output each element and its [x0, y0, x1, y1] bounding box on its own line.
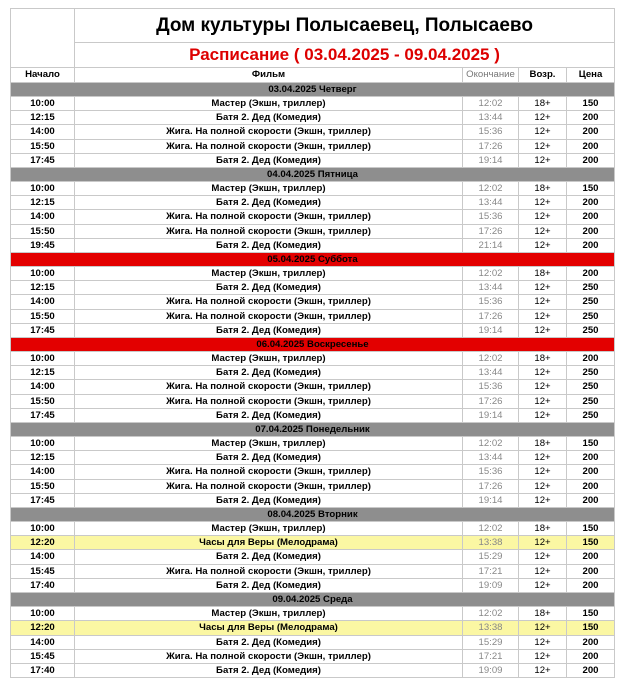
session-age: 12+	[519, 394, 567, 408]
session-row[interactable]	[11, 380, 615, 394]
session-film: Жига. На полной скорости (Экшн, триллер)	[75, 465, 463, 479]
session-film: Жига. На полной скорости (Экшн, триллер)	[75, 295, 463, 309]
session-price: 150	[567, 607, 615, 621]
session-start: 12:15	[11, 196, 75, 210]
session-end: 17:26	[463, 309, 519, 323]
session-film: Часы для Веры (Мелодрама)	[75, 621, 463, 635]
session-start: 17:45	[11, 493, 75, 507]
session-price: 200	[567, 550, 615, 564]
session-row[interactable]	[11, 224, 615, 238]
session-row[interactable]	[11, 536, 615, 550]
day-header-row	[11, 253, 615, 267]
session-price: 200	[567, 210, 615, 224]
session-row[interactable]	[11, 366, 615, 380]
session-row[interactable]	[11, 210, 615, 224]
session-row[interactable]	[11, 309, 615, 323]
session-film: Батя 2. Дед (Комедия)	[75, 451, 463, 465]
session-age: 12+	[519, 125, 567, 139]
session-end: 15:29	[463, 635, 519, 649]
session-row[interactable]	[11, 323, 615, 337]
session-film: Батя 2. Дед (Комедия)	[75, 238, 463, 252]
session-age: 18+	[519, 182, 567, 196]
session-row[interactable]	[11, 238, 615, 252]
session-film: Жига. На полной скорости (Экшн, триллер)	[75, 210, 463, 224]
session-film: Батя 2. Дед (Комедия)	[75, 493, 463, 507]
session-price: 200	[567, 111, 615, 125]
session-row[interactable]	[11, 394, 615, 408]
logo-placeholder	[11, 9, 75, 68]
session-film: Батя 2. Дед (Комедия)	[75, 578, 463, 592]
session-price: 250	[567, 380, 615, 394]
schedule-table	[10, 8, 615, 678]
session-start: 15:45	[11, 649, 75, 663]
session-start: 10:00	[11, 97, 75, 111]
session-start: 15:50	[11, 479, 75, 493]
session-start: 15:50	[11, 394, 75, 408]
session-age: 12+	[519, 408, 567, 422]
session-row[interactable]	[11, 267, 615, 281]
session-row[interactable]	[11, 621, 615, 635]
session-end: 12:02	[463, 267, 519, 281]
day-header-row	[11, 83, 615, 97]
page-title: Дом культуры Полысаевец, Полысаево	[75, 9, 615, 43]
session-age: 12+	[519, 380, 567, 394]
session-start: 14:00	[11, 380, 75, 394]
session-age: 18+	[519, 607, 567, 621]
session-row[interactable]	[11, 352, 615, 366]
session-end: 15:36	[463, 465, 519, 479]
session-row[interactable]	[11, 451, 615, 465]
session-age: 12+	[519, 493, 567, 507]
session-film: Жига. На полной скорости (Экшн, триллер)	[75, 479, 463, 493]
session-row[interactable]	[11, 295, 615, 309]
session-age: 12+	[519, 649, 567, 663]
session-start: 12:20	[11, 536, 75, 550]
session-age: 12+	[519, 578, 567, 592]
session-age: 12+	[519, 238, 567, 252]
session-price: 150	[567, 522, 615, 536]
session-age: 12+	[519, 309, 567, 323]
subtitle-row	[11, 43, 615, 68]
session-end: 13:44	[463, 111, 519, 125]
session-row[interactable]	[11, 125, 615, 139]
session-price: 200	[567, 224, 615, 238]
session-start: 10:00	[11, 522, 75, 536]
session-price: 150	[567, 97, 615, 111]
session-start: 12:20	[11, 621, 75, 635]
session-start: 14:00	[11, 210, 75, 224]
session-price: 200	[567, 238, 615, 252]
session-end: 15:36	[463, 380, 519, 394]
session-price: 200	[567, 153, 615, 167]
session-price: 150	[567, 536, 615, 550]
column-header-price: Цена	[567, 68, 615, 83]
session-age: 12+	[519, 224, 567, 238]
session-end: 17:26	[463, 224, 519, 238]
session-start: 12:15	[11, 111, 75, 125]
column-header-film: Фильм	[75, 68, 463, 83]
session-film: Мастер (Экшн, триллер)	[75, 352, 463, 366]
column-header-row	[11, 68, 615, 83]
day-header-row	[11, 423, 615, 437]
session-row[interactable]	[11, 635, 615, 649]
session-film: Жига. На полной скорости (Экшн, триллер)	[75, 649, 463, 663]
session-film: Мастер (Экшн, триллер)	[75, 97, 463, 111]
session-end: 12:02	[463, 437, 519, 451]
session-start: 10:00	[11, 607, 75, 621]
session-end: 13:44	[463, 281, 519, 295]
day-header-row	[11, 338, 615, 352]
session-end: 21:14	[463, 238, 519, 252]
session-age: 12+	[519, 536, 567, 550]
session-film: Мастер (Экшн, триллер)	[75, 607, 463, 621]
title-row	[11, 9, 615, 43]
session-film: Батя 2. Дед (Комедия)	[75, 366, 463, 380]
session-film: Часы для Веры (Мелодрама)	[75, 536, 463, 550]
session-start: 19:45	[11, 238, 75, 252]
session-price: 200	[567, 479, 615, 493]
session-age: 12+	[519, 210, 567, 224]
session-row[interactable]	[11, 649, 615, 663]
session-price: 150	[567, 437, 615, 451]
session-row[interactable]	[11, 493, 615, 507]
schedule	[10, 8, 614, 678]
session-age: 12+	[519, 621, 567, 635]
session-start: 10:00	[11, 182, 75, 196]
session-start: 15:45	[11, 564, 75, 578]
session-end: 13:38	[463, 536, 519, 550]
session-age: 12+	[519, 663, 567, 677]
session-age: 18+	[519, 437, 567, 451]
session-row[interactable]	[11, 479, 615, 493]
session-film: Батя 2. Дед (Комедия)	[75, 111, 463, 125]
session-price: 250	[567, 408, 615, 422]
day-label: 08.04.2025 Вторник	[11, 508, 615, 522]
session-film: Жига. На полной скорости (Экшн, триллер)	[75, 224, 463, 238]
session-start: 12:15	[11, 451, 75, 465]
session-start: 17:45	[11, 323, 75, 337]
session-price: 200	[567, 352, 615, 366]
session-age: 18+	[519, 352, 567, 366]
session-age: 12+	[519, 281, 567, 295]
session-film: Батя 2. Дед (Комедия)	[75, 153, 463, 167]
day-label: 04.04.2025 Пятница	[11, 168, 615, 182]
session-end: 19:14	[463, 323, 519, 337]
column-header-start: Начало	[11, 68, 75, 83]
session-age: 12+	[519, 295, 567, 309]
session-start: 15:50	[11, 139, 75, 153]
session-film: Батя 2. Дед (Комедия)	[75, 663, 463, 677]
session-start: 14:00	[11, 295, 75, 309]
session-film: Батя 2. Дед (Комедия)	[75, 550, 463, 564]
session-age: 12+	[519, 451, 567, 465]
session-price: 200	[567, 493, 615, 507]
session-end: 15:29	[463, 550, 519, 564]
session-age: 12+	[519, 111, 567, 125]
day-label: 07.04.2025 Понедельник	[11, 423, 615, 437]
session-price: 150	[567, 182, 615, 196]
session-end: 12:02	[463, 97, 519, 111]
session-film: Жига. На полной скорости (Экшн, триллер)	[75, 394, 463, 408]
session-price: 200	[567, 635, 615, 649]
session-age: 18+	[519, 267, 567, 281]
session-end: 19:09	[463, 663, 519, 677]
session-price: 200	[567, 196, 615, 210]
session-age: 18+	[519, 97, 567, 111]
session-film: Мастер (Экшн, триллер)	[75, 437, 463, 451]
session-age: 12+	[519, 635, 567, 649]
session-film: Батя 2. Дед (Комедия)	[75, 196, 463, 210]
session-end: 15:36	[463, 125, 519, 139]
session-end: 13:44	[463, 451, 519, 465]
session-end: 12:02	[463, 607, 519, 621]
session-row[interactable]	[11, 564, 615, 578]
session-film: Жига. На полной скорости (Экшн, триллер)	[75, 380, 463, 394]
session-price: 200	[567, 578, 615, 592]
schedule-period: Расписание ( 03.04.2025 - 09.04.2025 )	[75, 43, 615, 68]
session-row[interactable]	[11, 550, 615, 564]
session-end: 12:02	[463, 522, 519, 536]
column-header-age: Возр.	[519, 68, 567, 83]
session-film: Жига. На полной скорости (Экшн, триллер)	[75, 564, 463, 578]
session-price: 250	[567, 394, 615, 408]
session-row[interactable]	[11, 111, 615, 125]
session-start: 17:45	[11, 408, 75, 422]
session-row[interactable]	[11, 196, 615, 210]
day-header-row	[11, 593, 615, 607]
session-row[interactable]	[11, 182, 615, 196]
session-age: 12+	[519, 139, 567, 153]
session-start: 15:50	[11, 309, 75, 323]
session-row[interactable]	[11, 607, 615, 621]
session-film: Мастер (Экшн, триллер)	[75, 182, 463, 196]
session-price: 250	[567, 366, 615, 380]
session-start: 14:00	[11, 465, 75, 479]
session-age: 12+	[519, 323, 567, 337]
session-price: 200	[567, 125, 615, 139]
session-row[interactable]	[11, 97, 615, 111]
session-price: 200	[567, 465, 615, 479]
session-film: Жига. На полной скорости (Экшн, триллер)	[75, 309, 463, 323]
session-end: 12:02	[463, 352, 519, 366]
session-age: 12+	[519, 564, 567, 578]
session-start: 15:50	[11, 224, 75, 238]
session-row[interactable]	[11, 153, 615, 167]
session-price: 200	[567, 267, 615, 281]
session-age: 12+	[519, 366, 567, 380]
session-start: 14:00	[11, 550, 75, 564]
session-film: Батя 2. Дед (Комедия)	[75, 635, 463, 649]
session-age: 12+	[519, 465, 567, 479]
session-end: 15:36	[463, 210, 519, 224]
session-end: 19:14	[463, 153, 519, 167]
session-price: 250	[567, 323, 615, 337]
day-label: 03.04.2025 Четверг	[11, 83, 615, 97]
session-age: 18+	[519, 522, 567, 536]
session-end: 13:44	[463, 366, 519, 380]
session-start: 17:45	[11, 153, 75, 167]
session-age: 12+	[519, 550, 567, 564]
session-end: 17:21	[463, 564, 519, 578]
session-price: 150	[567, 621, 615, 635]
session-film: Мастер (Экшн, триллер)	[75, 267, 463, 281]
session-film: Жига. На полной скорости (Экшн, триллер)	[75, 125, 463, 139]
session-end: 13:38	[463, 621, 519, 635]
session-price: 250	[567, 295, 615, 309]
session-start: 12:15	[11, 366, 75, 380]
session-start: 17:40	[11, 663, 75, 677]
session-end: 13:44	[463, 196, 519, 210]
session-end: 19:09	[463, 578, 519, 592]
session-row[interactable]	[11, 139, 615, 153]
day-header-row	[11, 508, 615, 522]
session-price: 250	[567, 309, 615, 323]
session-age: 12+	[519, 479, 567, 493]
session-row[interactable]	[11, 465, 615, 479]
session-end: 12:02	[463, 182, 519, 196]
session-end: 17:21	[463, 649, 519, 663]
session-start: 10:00	[11, 267, 75, 281]
session-film: Батя 2. Дед (Комедия)	[75, 281, 463, 295]
session-price: 200	[567, 649, 615, 663]
session-price: 200	[567, 451, 615, 465]
session-row[interactable]	[11, 408, 615, 422]
session-start: 14:00	[11, 125, 75, 139]
session-row[interactable]	[11, 663, 615, 677]
day-label: 09.04.2025 Среда	[11, 593, 615, 607]
session-end: 19:14	[463, 493, 519, 507]
session-start: 12:15	[11, 281, 75, 295]
session-start: 17:40	[11, 578, 75, 592]
session-start: 10:00	[11, 437, 75, 451]
day-header-row	[11, 168, 615, 182]
session-film: Мастер (Экшн, триллер)	[75, 522, 463, 536]
session-price: 250	[567, 281, 615, 295]
session-age: 12+	[519, 153, 567, 167]
session-start: 10:00	[11, 352, 75, 366]
session-end: 15:36	[463, 295, 519, 309]
session-end: 17:26	[463, 139, 519, 153]
column-header-end: Окончание	[463, 68, 519, 83]
session-end: 17:26	[463, 394, 519, 408]
session-price: 200	[567, 663, 615, 677]
session-start: 14:00	[11, 635, 75, 649]
session-age: 12+	[519, 196, 567, 210]
session-film: Жига. На полной скорости (Экшн, триллер)	[75, 139, 463, 153]
session-film: Батя 2. Дед (Комедия)	[75, 323, 463, 337]
session-row[interactable]	[11, 281, 615, 295]
session-film: Батя 2. Дед (Комедия)	[75, 408, 463, 422]
session-row[interactable]	[11, 437, 615, 451]
session-end: 19:14	[463, 408, 519, 422]
day-label: 05.04.2025 Суббота	[11, 253, 615, 267]
day-label: 06.04.2025 Воскресенье	[11, 338, 615, 352]
session-price: 200	[567, 139, 615, 153]
session-end: 17:26	[463, 479, 519, 493]
session-row[interactable]	[11, 522, 615, 536]
session-row[interactable]	[11, 578, 615, 592]
session-price: 200	[567, 564, 615, 578]
